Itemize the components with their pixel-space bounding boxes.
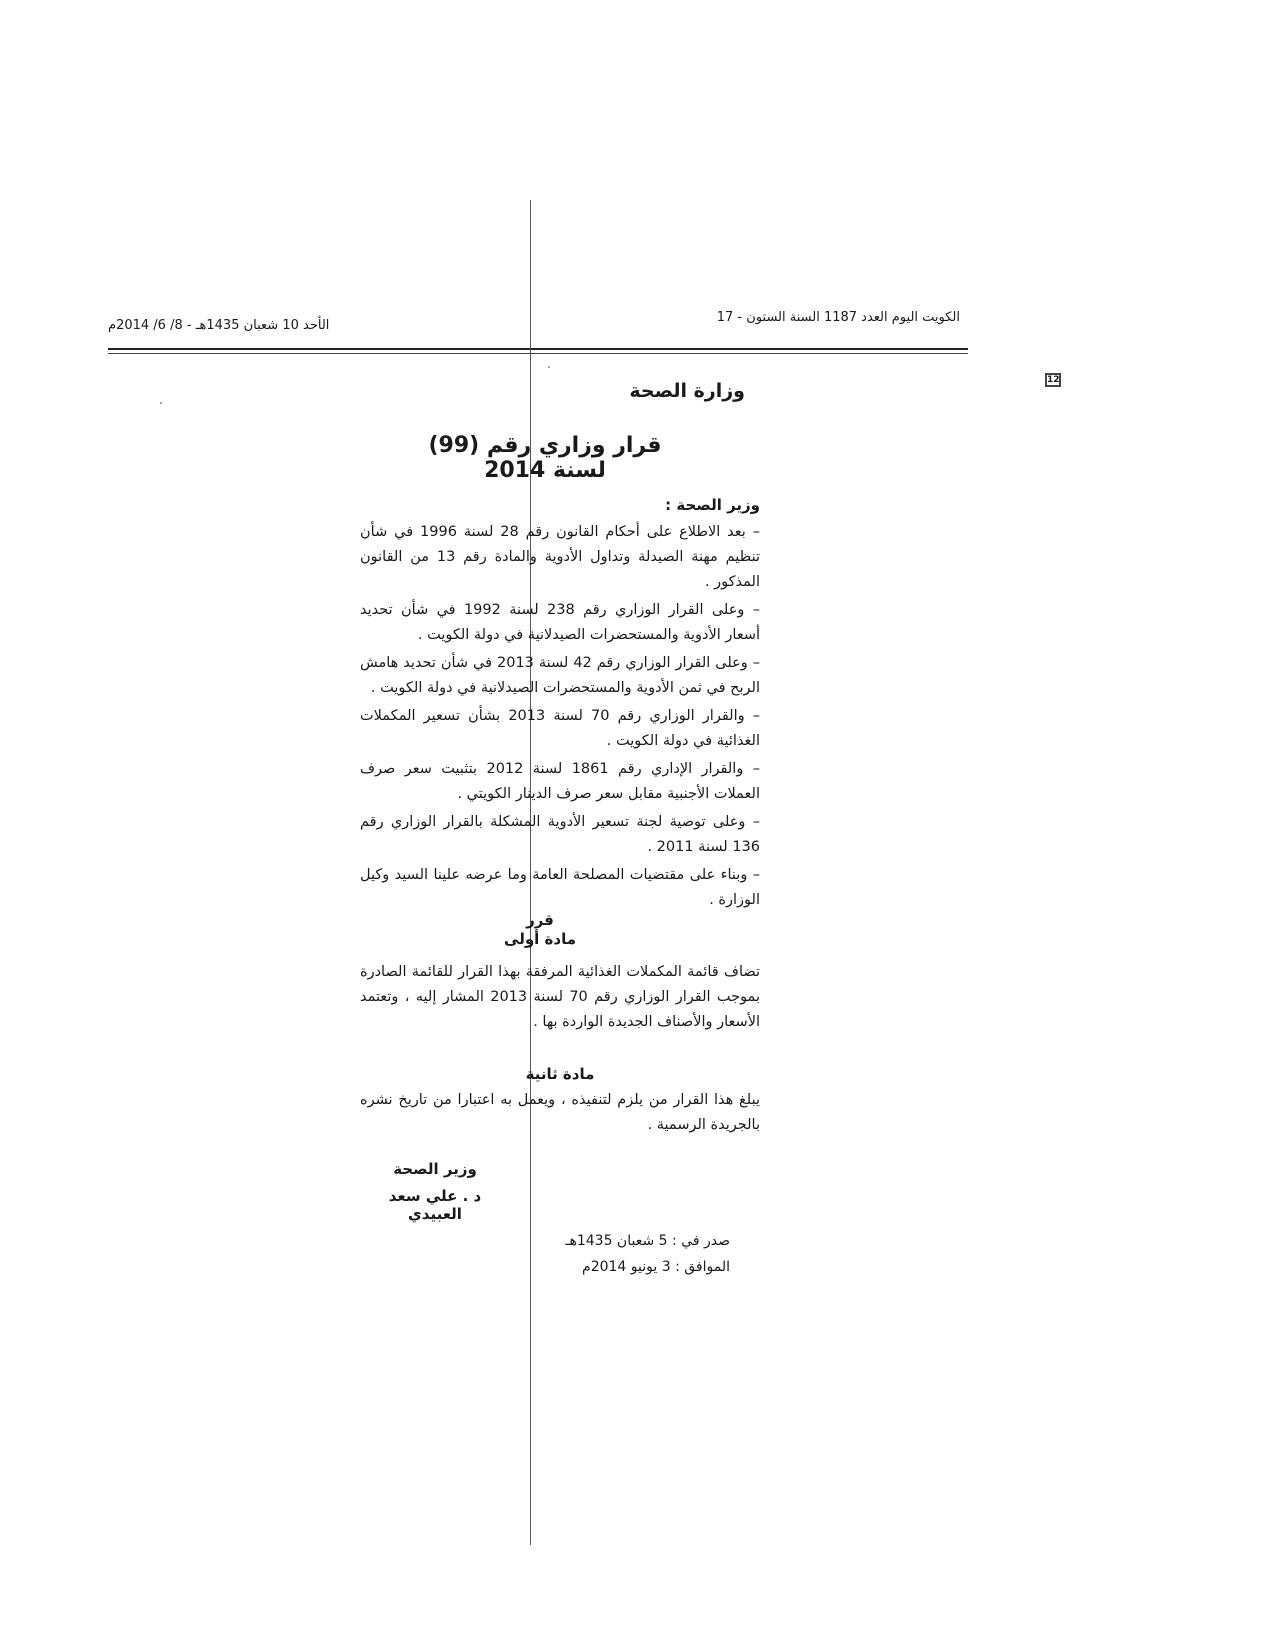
preamble-item: – وعلى القرار الوزاري رقم 238 لسنة 1992 في شأن تحديد أسعار الأدوية والمستحضرات الصيدلانية في دولة الكويت .: [360, 602, 760, 643]
preamble-item: – بعد الاطلاع على أحكام القانون رقم 28 لسنة 1996 في شأن تنظيم مهنة الصيدلة وتداول الأدوية والمادة رقم 13 من القانون المذكور .: [360, 524, 760, 590]
ministry-name: وزارة الصحة: [629, 380, 745, 402]
preamble-item: – والقرار الوزاري رقم 70 لسنة 2013 بشأن تسعير المكملات الغذائية في دولة الكويت .: [360, 708, 760, 749]
scan-speck: [160, 402, 162, 404]
decided-heading: قرر: [526, 911, 554, 929]
issue-date-block: [560, 1228, 730, 1280]
article-1-heading: مادة أولى: [504, 930, 576, 948]
minister-intro: وزير الصحة :: [665, 496, 760, 514]
header-date: الأحد 10 شعبان 1435هـ - 8/ 6/ 2014م: [108, 318, 330, 333]
preamble-item: – وعلى توصية لجنة تسعير الأدوية المشكلة بالقرار الوزاري رقم 136 لسنة 2011 .: [360, 814, 760, 855]
article-2-heading: مادة ثانية: [525, 1065, 595, 1083]
scan-speck: [548, 366, 550, 368]
article-1-text: تضاف قائمة المكملات الغذائية المرفقة بهذا القرار للقائمة الصادرة بموجب القرار الوزاري رقم 70 لسنة 2013 المشار إليه ، وتعتمد الأسعار والأصناف الجديدة الواردة بها .: [360, 964, 760, 1030]
article-2-text: يبلغ هذا القرار من يلزم لتنفيذه ، ويعمل به اعتبارا من تاريخ نشره بالجريدة الرسمية .: [360, 1092, 760, 1133]
preamble-item: – والقرار الإداري رقم 1861 لسنة 2012 بتثبيت سعر صرف العملات الأجنبية مقابل سعر صرف الدينار الكويتي .: [360, 761, 760, 802]
header-rule-thin: [108, 353, 968, 354]
signatory-name: د . علي سعد العبيدي: [388, 1187, 482, 1223]
preamble-list: [360, 520, 760, 916]
page-corner-mark: 12: [1047, 375, 1060, 385]
issue-date-hijri: صدر في : 5 شعبان 1435هـ: [565, 1233, 730, 1249]
decree-title: قرار وزاري رقم (99) لسنة 2014: [428, 433, 662, 483]
preamble-item: – وبناء على مقتضيات المصلحة العامة وما عرضه علينا السيد وكيل الوزارة .: [360, 867, 760, 908]
header-rule-thick: [108, 348, 968, 350]
signatory-title: وزير الصحة: [393, 1160, 477, 1178]
issue-date-gregorian: الموافق : 3 يونيو 2014م: [582, 1259, 730, 1275]
header-gazette-info: الكويت اليوم العدد 1187 السنة الستون - 17: [716, 310, 960, 325]
preamble-item: – وعلى القرار الوزاري رقم 42 لسنة 2013 في شأن تحديد هامش الربح في ثمن الأدوية والمستحضرات الصيدلانية في دولة الكويت .: [360, 655, 761, 696]
